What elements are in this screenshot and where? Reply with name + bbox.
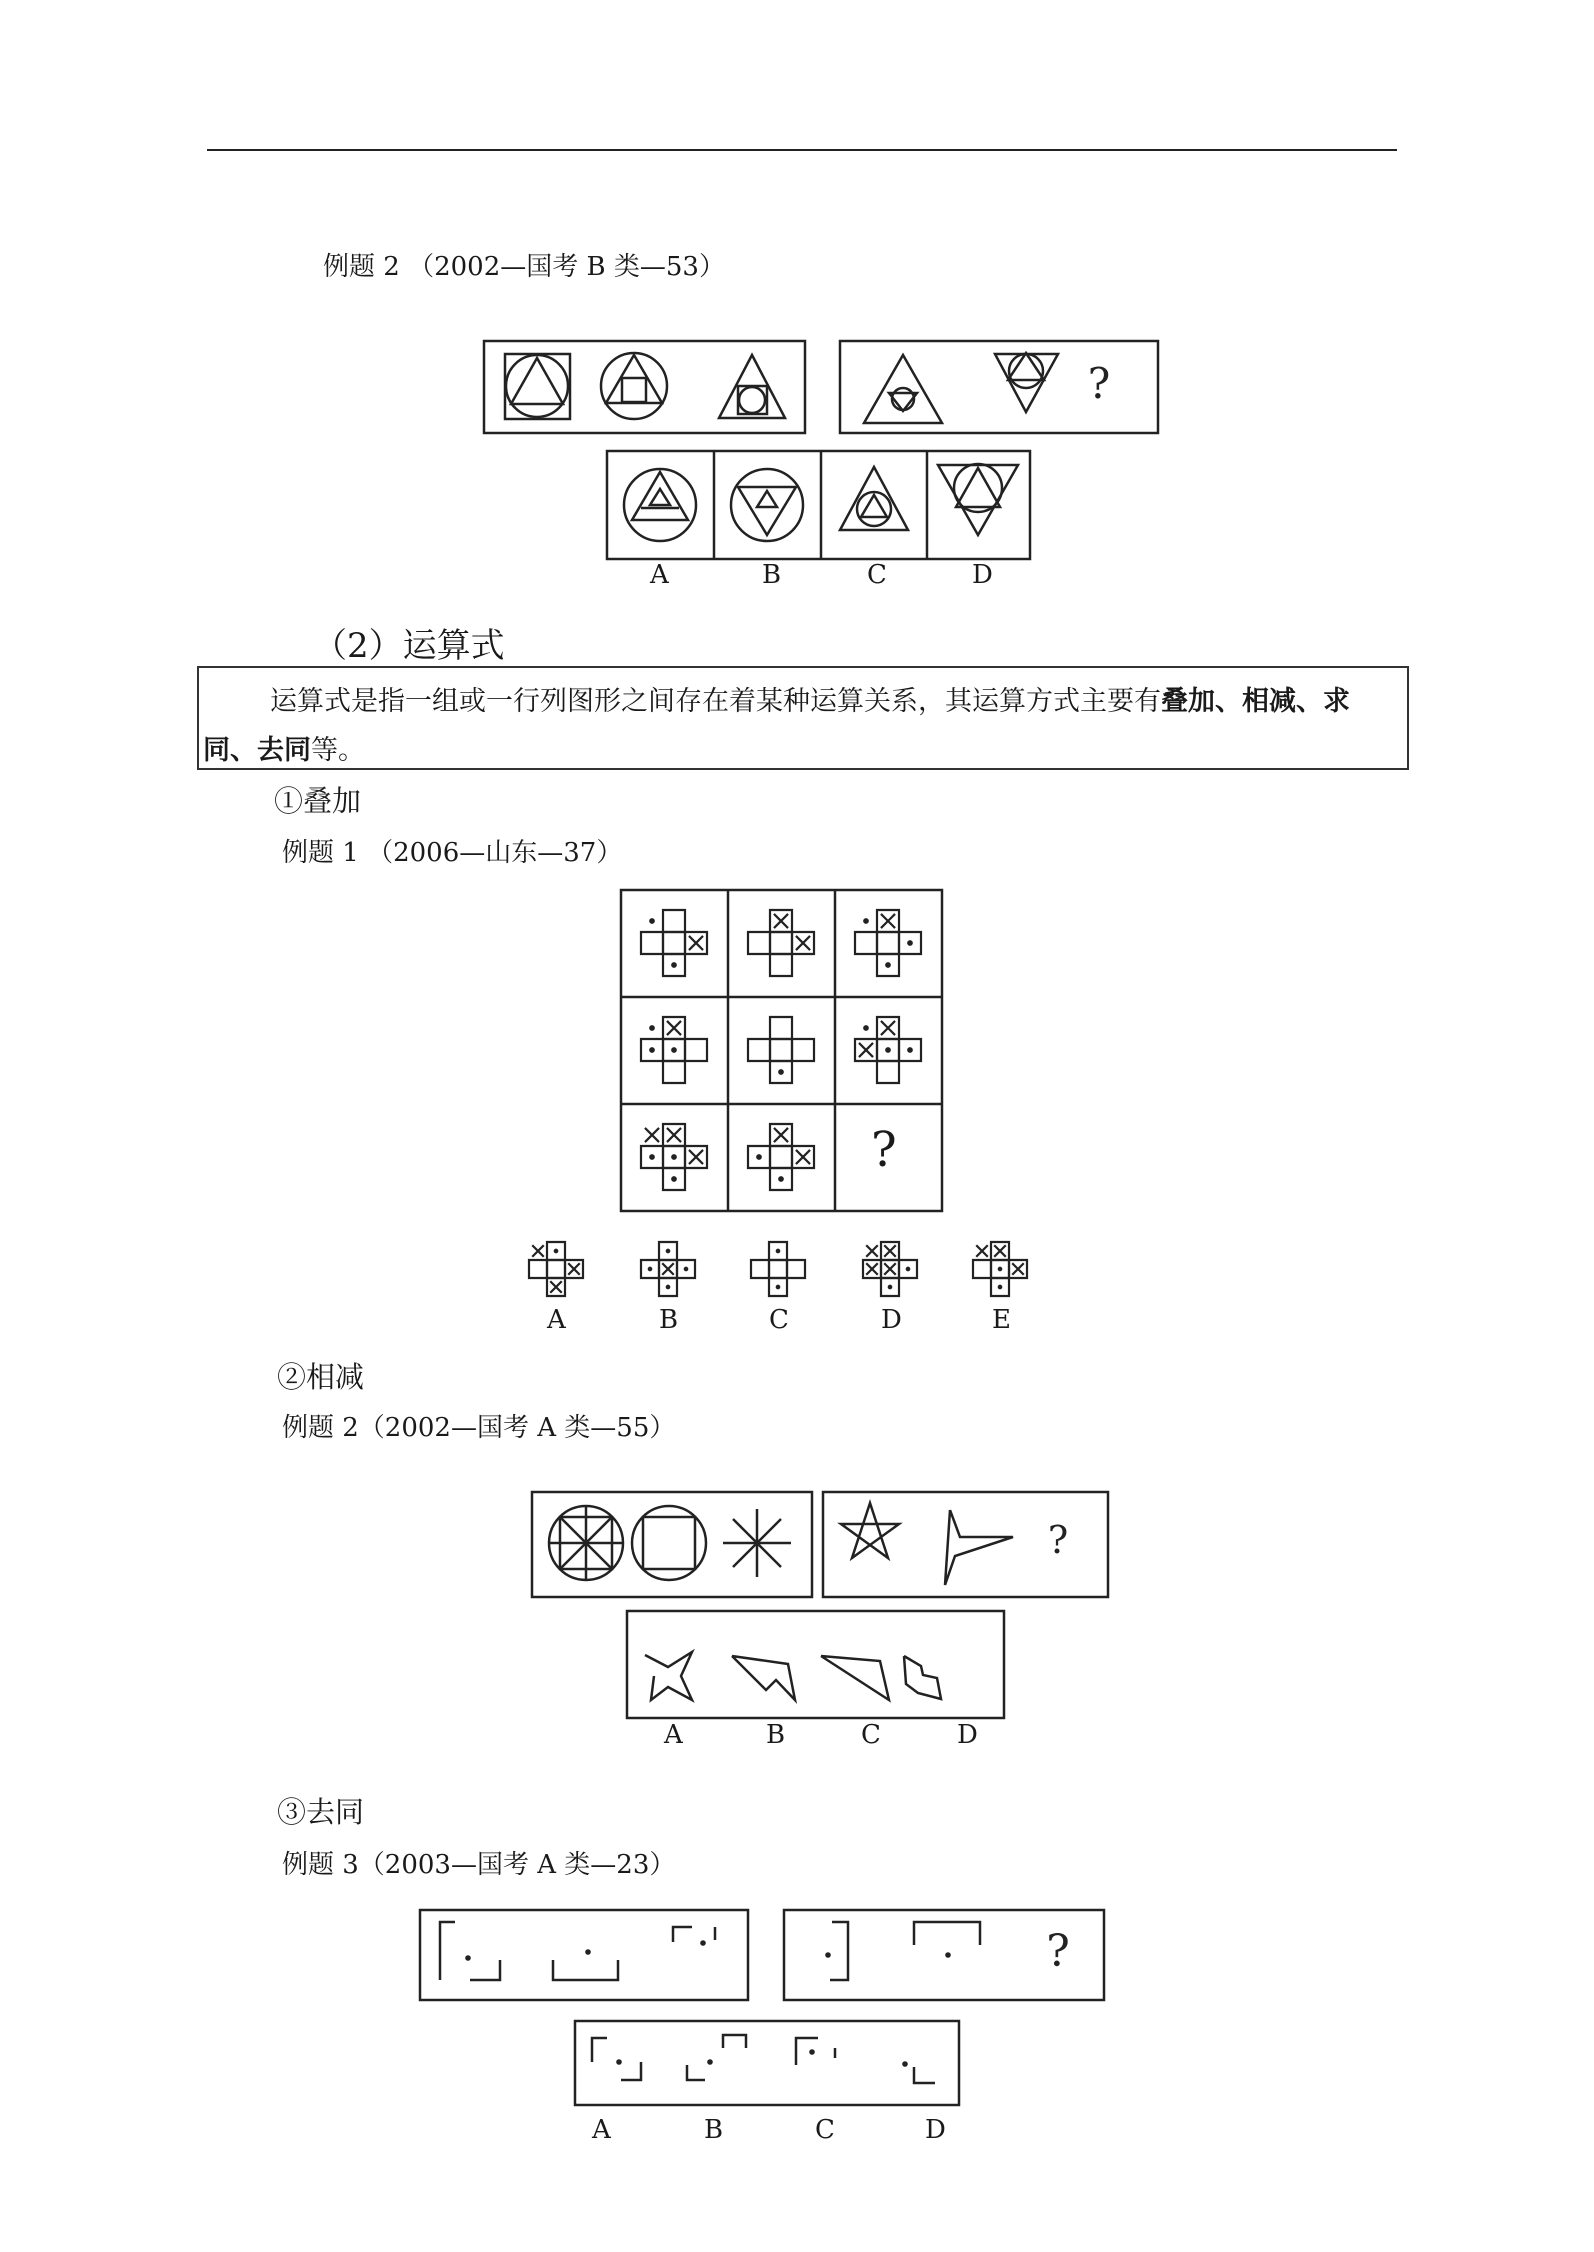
example-2-question-figure xyxy=(480,338,1160,438)
example-title: 例题 1 （2006—山东—37） xyxy=(282,838,623,868)
question-mark: ? xyxy=(871,1122,897,1178)
example-title: 例题 2（2002—国考 A 类—55） xyxy=(282,1413,676,1443)
subsection-heading: ③去同 xyxy=(277,1795,365,1829)
remove-same-question-figure xyxy=(415,1905,1110,2005)
option-label: A xyxy=(592,2115,611,2145)
header-rule xyxy=(207,149,1397,151)
definition-line-1: 运算式是指一组或一行列图形之间存在着某种运算关系，其运算方式主要有叠加、相减、求 xyxy=(270,686,1350,717)
subtraction-question-figure xyxy=(525,1488,1115,1603)
subsection-heading: ①叠加 xyxy=(274,784,362,818)
option-label: B xyxy=(704,2115,724,2145)
remove-same-options-figure xyxy=(570,2016,970,2111)
option-label: D xyxy=(925,2115,946,2145)
option-label: C xyxy=(769,1305,789,1335)
option-label: C xyxy=(867,560,887,590)
option-label: B xyxy=(766,1720,786,1750)
question-mark: ? xyxy=(1087,359,1111,408)
definition-line-2: 同、去同等。 xyxy=(203,735,365,766)
option-label: D xyxy=(972,560,993,590)
option-label: B xyxy=(762,560,782,590)
subtraction-options-figure xyxy=(620,1608,1010,1723)
example-title: 例题 3（2003—国考 A 类—23） xyxy=(282,1850,676,1880)
question-mark: ? xyxy=(1046,1926,1070,1977)
option-label: D xyxy=(957,1720,978,1750)
option-label: B xyxy=(659,1305,679,1335)
option-label: D xyxy=(881,1305,902,1335)
option-label: E xyxy=(992,1305,1011,1335)
example-title: 例题 2 （2002—国考 B 类—53） xyxy=(323,252,725,282)
question-mark: ? xyxy=(1047,1518,1069,1562)
superposition-options-figure xyxy=(520,1225,1040,1315)
option-label: C xyxy=(815,2115,835,2145)
option-label: A xyxy=(664,1720,683,1750)
definition-box xyxy=(197,666,1409,770)
option-label: C xyxy=(861,1720,881,1750)
option-label: A xyxy=(547,1305,566,1335)
subsection-heading: ②相减 xyxy=(277,1360,365,1394)
section-heading: （2）运算式 xyxy=(313,626,505,666)
option-label: A xyxy=(650,560,669,590)
